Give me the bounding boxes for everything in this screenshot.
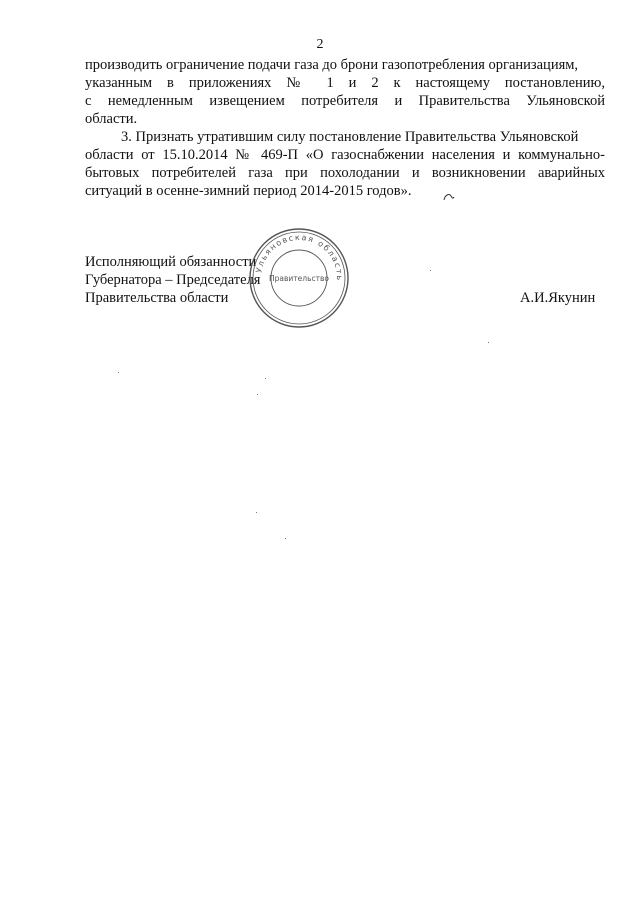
handwritten-mark (442, 192, 456, 202)
signer-title-line: Правительства области (85, 290, 229, 306)
text-line: ситуаций в осенне-зимний период 2014-2015 годов». (85, 183, 412, 199)
official-stamp (247, 226, 351, 330)
scan-speck (285, 538, 286, 539)
scan-speck (256, 512, 257, 513)
signer-title-line: Исполняющий обязанности (85, 254, 257, 270)
text-line: 3. Признать утратившим силу постановление Правительства Ульяновской (121, 129, 579, 145)
signer-name: А.И.Якунин (520, 290, 596, 306)
text-line: производить ограничение подачи газа до брони газопотребления организациям, (85, 57, 579, 73)
signer-title-line: Губернатора – Председателя (85, 272, 261, 288)
text-line: области от 15.10.2014 № 469-П «О газоснабжении населения и коммунально- (85, 147, 605, 163)
text-line: бытовых потребителей газа при похолодании и возникновении аварийных (85, 165, 605, 181)
stamp-ring-text: Ульяновская область (254, 232, 345, 282)
scan-speck (488, 342, 489, 343)
scan-speck (430, 270, 431, 271)
paragraph-item-3 (85, 128, 605, 200)
paragraph-continuation (85, 56, 605, 128)
scan-speck (257, 394, 258, 395)
page-number: 2 (316, 37, 324, 52)
signature-title-block (85, 253, 260, 307)
scan-speck (265, 378, 266, 379)
text-line: указанным в приложениях № 1 и 2 к настоящему постановлению, (85, 75, 605, 91)
stamp-center-text: Правительство (269, 274, 329, 283)
text-line: области. (85, 111, 138, 127)
scan-speck (118, 372, 119, 373)
text-line: с немедленным извещением потребителя и Правительства Ульяновской (85, 93, 605, 109)
